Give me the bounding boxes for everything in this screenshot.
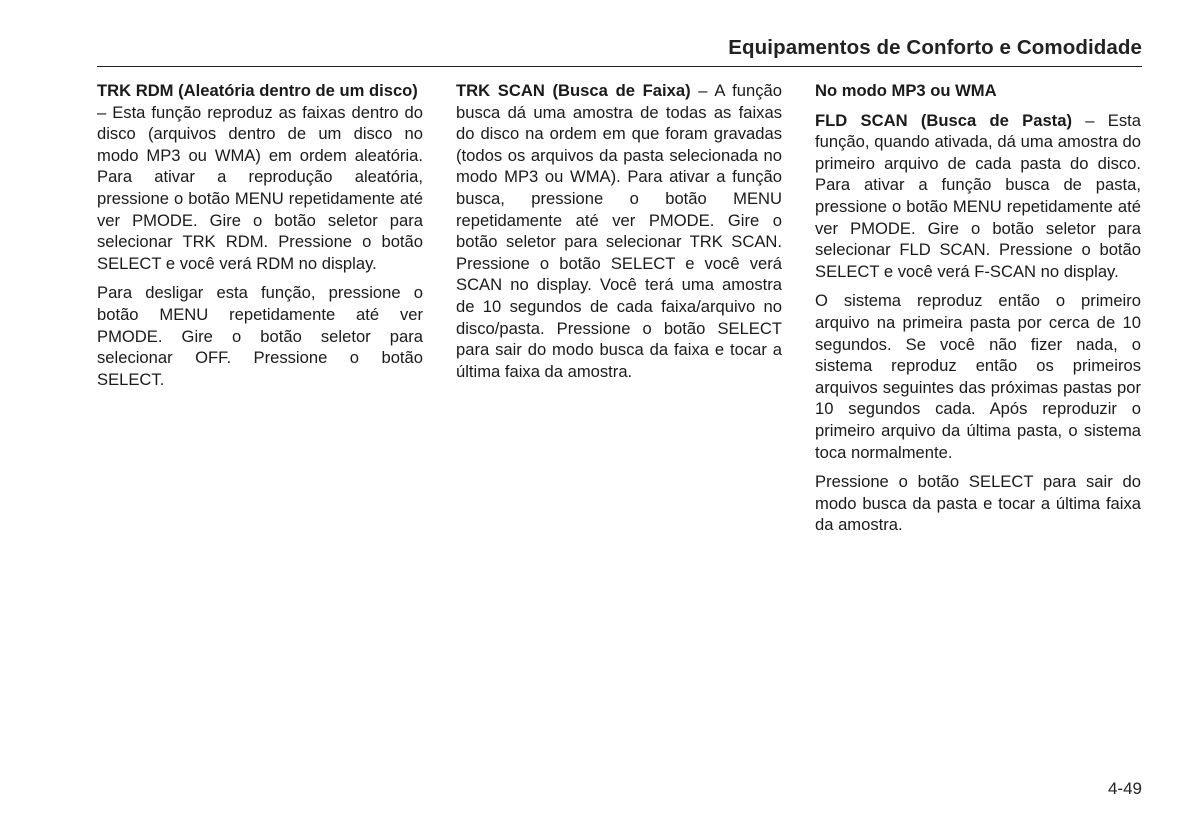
fld-scan-text: – Esta função, quando ativada, dá uma amostra do primeiro arquivo de cada pasta do disco. Para ativar a função busca de pasta, pressione o botão MENU repetidamente até ver PMODE. Gire o botão seletor para selecionar FLD SCAN. Pressione o botão SELECT e você verá F-SCAN no display. — [815, 110, 1141, 281]
page-header — [97, 34, 1142, 67]
paragraph-trk-rdm — [97, 80, 423, 274]
mp3-wma-heading: No modo MP3 ou WMA — [815, 81, 997, 100]
trk-rdm-text: – Esta função reproduz as faixas dentro do disco (arquivos dentro de um disco no modo MP3 ou WMA) em ordem aleatória. Para ativar a reprodução aleatória, pressione o botão MENU repetidamente até ver PMODE. Gire o botão seletor para selecionar TRK RDM. Pressione o botão SELECT e você verá RDM no display. — [97, 102, 423, 273]
trk-scan-text: – A função busca dá uma amostra de todas as faixas do disco na ordem em que foram gravadas (todos os arquivos da pasta selecionada no modo MP3 ou WMA). Para ativar a função busca, pressione o botão MENU repetidamente até ver PMODE. Gire o botão seletor para selecionar TRK SCAN. Pressione o botão SELECT e você verá SCAN no display. Você terá uma amostra de 10 segundos de cada faixa/arquivo no disco/pasta. Pressione o botão SELECT para sair do modo busca da faixa e tocar a última faixa da amostra. — [456, 81, 782, 381]
text-column-1 — [97, 80, 423, 398]
trk-rdm-title: TRK RDM (Aleatória dentro de um disco) — [97, 81, 418, 100]
text-column-2 — [456, 80, 782, 390]
page-title: Equipamentos de Conforto e Comodidade — [728, 36, 1142, 59]
text-column-3 — [815, 80, 1141, 544]
page-number: 4-49 — [1107, 779, 1142, 798]
paragraph-system-plays: O sistema reproduz então o primeiro arquivo na primeira pasta por cerca de 10 segundos. Se você não fizer nada, o sistema reproduz então os primeiros arquivos seguintes das próximas pastas por 10 segundos cada. Após reproduzir o primeiro arquivo da última pasta, o sistema toca normalmente. — [815, 291, 1141, 462]
fld-scan-title: FLD SCAN (Busca de Pasta) — [815, 110, 1072, 130]
paragraph-disable-random: Para desligar esta função, pressione o botão MENU repetidamente até ver PMODE. Gire o botão seletor para selecionar OFF. Pressione o botão SELECT. — [97, 283, 423, 389]
trk-scan-title: TRK SCAN (Busca de Faixa) — [456, 81, 691, 100]
paragraph-trk-scan — [456, 80, 782, 382]
paragraph-exit-folder-scan: Pressione o botão SELECT para sair do modo busca da pasta e tocar a última faixa da amostra. — [815, 472, 1141, 535]
paragraph-fld-scan — [815, 110, 1141, 283]
